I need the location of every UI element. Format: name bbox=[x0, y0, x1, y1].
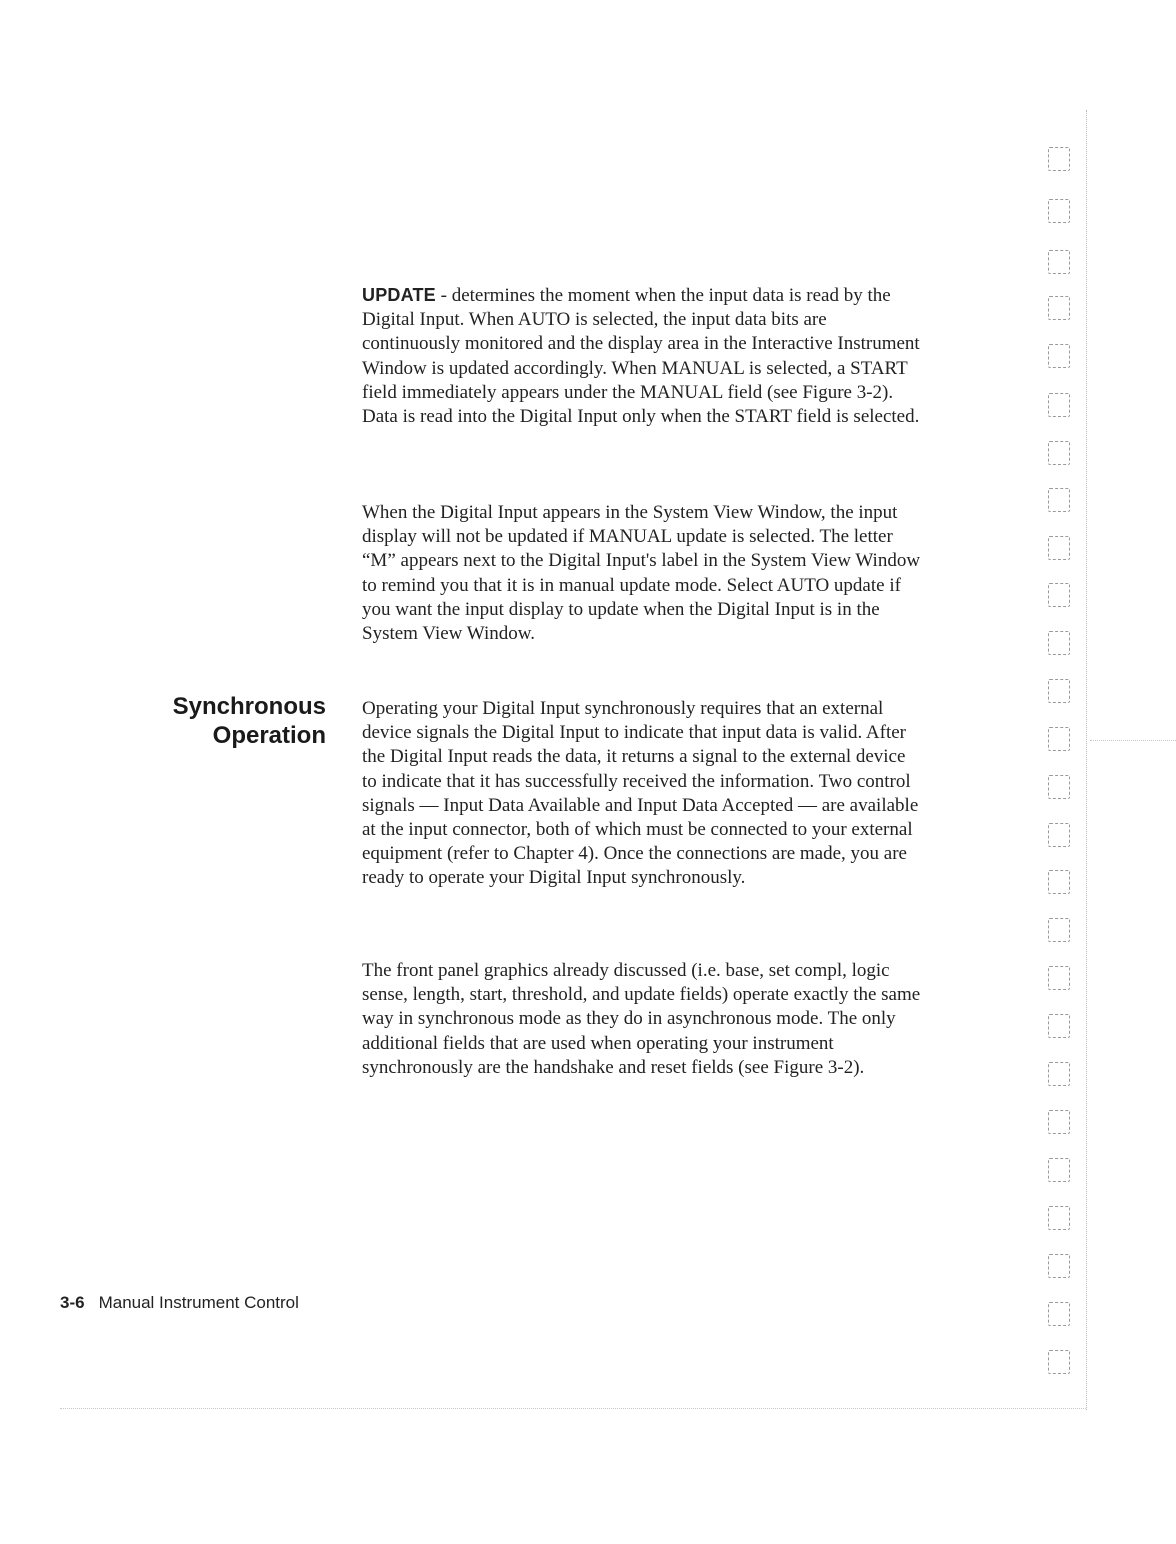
binder-hole bbox=[1048, 1158, 1070, 1182]
binder-hole bbox=[1048, 966, 1070, 990]
binder-hole bbox=[1048, 679, 1070, 703]
update-description: - determines the moment when the input data is read by the Digital Input. When AUTO is selected, the input data bits are continuously monitored and the display area in the Interactive Instrument Window is updated accordingly. When MANUAL is selected, a START field immediately appears under the MANUAL field (see Figure 3-2). Data is read into the Digital Input only when the START field is selected. bbox=[362, 285, 920, 428]
binder-hole bbox=[1048, 1302, 1070, 1326]
binder-hole bbox=[1048, 1350, 1070, 1374]
update-term: UPDATE bbox=[362, 285, 436, 305]
binder-hole bbox=[1048, 1206, 1070, 1230]
binder-hole bbox=[1048, 441, 1070, 465]
binder-hole bbox=[1048, 631, 1070, 655]
binder-hole bbox=[1048, 344, 1070, 368]
front-panel-paragraph: The front panel graphics already discussed (i.e. base, set compl, logic sense, length, start, threshold, and update fields) operate exactly the same way in synchronous mode as they do in asynchronous mode. The only additional fields that are used when operating your instrument synchronously are the handshake and reset fields (see Figure 3-2). bbox=[362, 960, 921, 1078]
edge-scan-mark bbox=[1090, 740, 1176, 741]
binder-hole bbox=[1048, 536, 1070, 560]
system-view-paragraph: When the Digital Input appears in the System View Window, the input display will not be updated if MANUAL update is selected. The letter “M” appears next to the Digital Input's label in the System View Window to remind you that it is in manual update mode. Select AUTO update if you want the input display to update when the Digital Input is in the System View Window. bbox=[362, 502, 921, 645]
page-number: 3-6 bbox=[60, 1293, 85, 1312]
binder-hole bbox=[1048, 583, 1070, 607]
binder-hole bbox=[1048, 296, 1070, 320]
binder-hole bbox=[1048, 1062, 1070, 1086]
binder-hole bbox=[1048, 1014, 1070, 1038]
binder-hole bbox=[1048, 199, 1070, 223]
binder-hole bbox=[1048, 918, 1070, 942]
binder-hole bbox=[1048, 250, 1070, 274]
binder-hole bbox=[1048, 823, 1070, 847]
binder-hole bbox=[1048, 1110, 1070, 1134]
binder-hole bbox=[1048, 393, 1070, 417]
binder-hole bbox=[1048, 147, 1070, 171]
section-heading-line-1: Synchronous bbox=[172, 693, 326, 720]
update-paragraph bbox=[362, 283, 922, 429]
section-heading bbox=[140, 692, 326, 750]
page-footer bbox=[60, 1293, 299, 1313]
binder-hole bbox=[1048, 1254, 1070, 1278]
binder-edge-line bbox=[1086, 110, 1087, 1410]
binder-hole bbox=[1048, 870, 1070, 894]
chapter-title: Manual Instrument Control bbox=[98, 1293, 299, 1312]
binder-hole bbox=[1048, 727, 1070, 751]
synchronous-operation-paragraph: Operating your Digital Input synchronously requires that an external device signals the Digital Input to indicate that input data is valid. After the Digital Input reads the data, it returns a signal to the external device to indicate that it has successfully received the information. Two control signals — Input Data Available and Input Data Accepted — are available at the input connector, both of which must be connected to your external equipment (refer to Chapter 4). Once the connections are made, you are ready to operate your Digital Input synchronously. bbox=[362, 698, 919, 889]
bottom-scan-line bbox=[60, 1408, 1086, 1409]
binder-hole bbox=[1048, 775, 1070, 799]
section-heading-line-2: Operation bbox=[212, 722, 326, 749]
binder-hole bbox=[1048, 488, 1070, 512]
